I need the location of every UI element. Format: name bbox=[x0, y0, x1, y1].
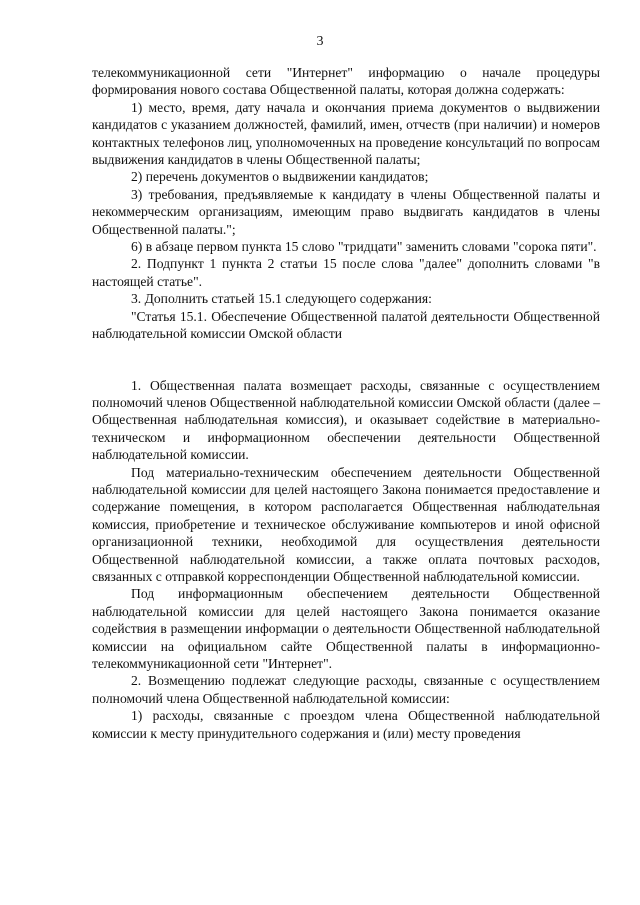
paragraph-item-3: 3) требования, предъявляемые к кандидату в члены Общественной палаты и некоммерческим организациям, имеющим право выдвигать кандидатов в члены Общественной палаты."; bbox=[92, 186, 600, 237]
document-body bbox=[92, 64, 600, 742]
spacer bbox=[92, 343, 600, 377]
article-heading: "Статья 15.1. Обеспечение Общественной палатой деятельности Общественной наблюдательной комиссии Омской области bbox=[92, 308, 600, 342]
paragraph-continuation: телекоммуникационной сети "Интернет" информацию о начале процедуры формирования нового состава Общественной палаты, которая должна содержать: bbox=[92, 65, 600, 98]
article-clause-2: 2. Возмещению подлежат следующие расходы, связанные с осуществлением полномочий члена Общественной наблюдательной комиссии: bbox=[92, 673, 600, 706]
paragraph-point-3: 3. Дополнить статьей 15.1 следующего содержания: bbox=[131, 291, 432, 307]
paragraph-item-2: 2) перечень документов о выдвижении кандидатов; bbox=[131, 169, 429, 185]
article-clause-2-item-1: 1) расходы, связанные с проездом члена Общественной наблюдательной комиссии к месту принудительного содержания и (или) месту проведения bbox=[92, 708, 600, 741]
paragraph-item-6: 6) в абзаце первом пункта 15 слово "тридцати" заменить словами "сорока пяти". bbox=[131, 239, 597, 255]
page-number: 3 bbox=[316, 34, 324, 49]
article-clause-1-material: Под материально-техническим обеспечением деятельности Общественной наблюдательной комиссии для целей настоящего Закона понимается предоставление и содержание помещения, в котором располагается Общественная наблюдательная комиссия, приобретение и техническое обслуживание компьютеров и иной офисной организационной техники, необходимой для осуществления деятельности Общественной наблюдательной комиссии, а также оплата почтовых расходов, связанных с отправкой корреспонденции Общественной наблюдательной комиссии. bbox=[92, 464, 600, 584]
article-clause-1: 1. Общественная палата возмещает расходы, связанные с осуществлением полномочий членов Общественной наблюдательной комиссии Омской области (далее – Общественная наблюдательная комиссия), и оказывает содействие в материально-техническом и информационном обеспечении деятельности Общественной наблюдательной комиссии. bbox=[92, 377, 600, 463]
article-clause-1-information: Под информационным обеспечением деятельности Общественной наблюдательной комиссии для целей настоящего Закона понимается оказание содействия в размещении информации о деятельности Общественной наблюдательной комиссии на официальном сайте Общественной палаты в информационно-телекоммуникационной сети "Интернет". bbox=[92, 586, 600, 671]
paragraph-point-2: 2. Подпункт 1 пункта 2 статьи 15 после слова "далее" дополнить словами "в настоящей статье". bbox=[92, 256, 600, 289]
paragraph-item-1: 1) место, время, дату начала и окончания приема документов о выдвижении кандидатов с указанием должностей, фамилий, имен, отчеств (при наличии) и номеров контактных телефонов лиц, уполномоченных на проведение консультаций по вопросам выдвижения кандидатов в члены Общественной палаты; bbox=[92, 99, 600, 168]
